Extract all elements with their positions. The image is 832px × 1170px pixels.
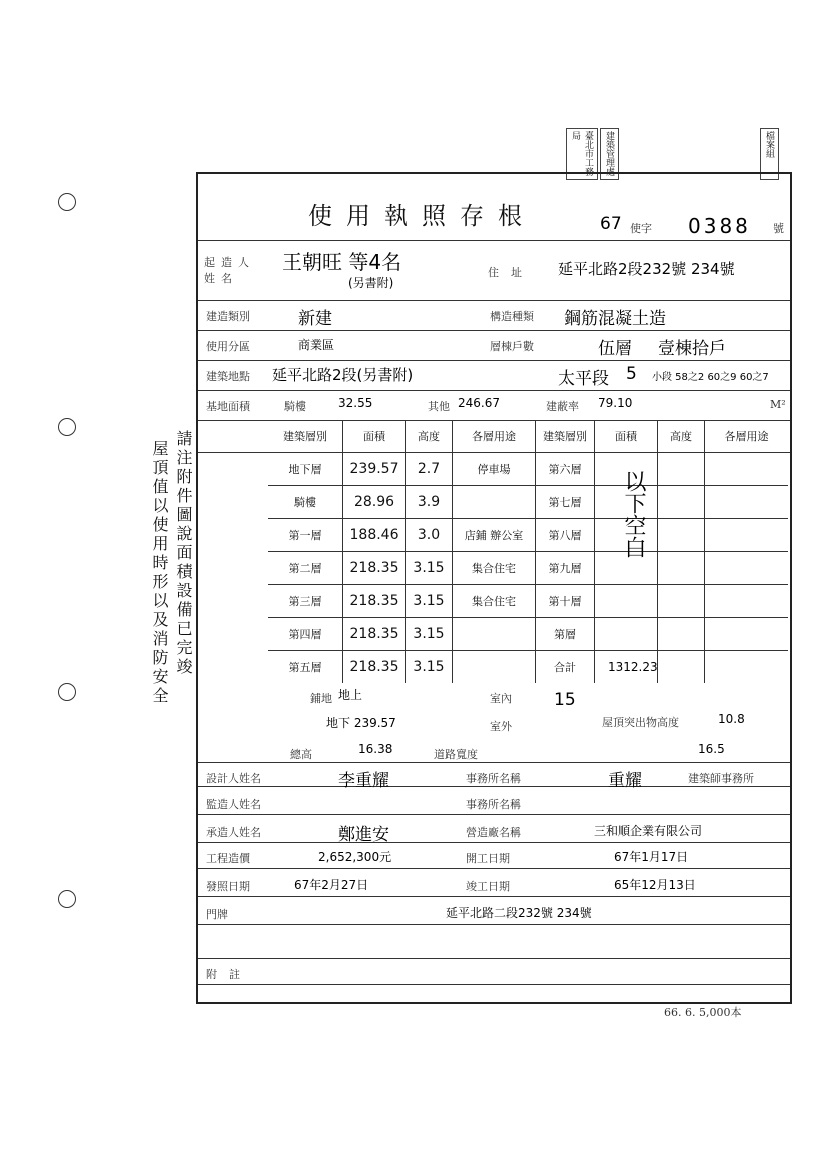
license-stub-form — [196, 172, 792, 1004]
other-area: 246.67 — [458, 396, 500, 410]
floor-height-right — [658, 650, 705, 683]
archive-stamp: 建築管理處 — [600, 128, 619, 180]
archive-stamp: 臺北市工務局 — [566, 128, 598, 180]
floor-height-right — [658, 551, 705, 584]
table-row — [268, 584, 788, 617]
site-value: 延平北路2段(另書附) — [272, 366, 414, 384]
contractor-company: 三和順企業有限公司 — [594, 824, 703, 838]
floor-name-right: 第六層 — [536, 452, 595, 485]
indoor-label: 室內 — [490, 692, 512, 705]
contractor-name: 鄭進安 — [338, 825, 389, 845]
floor-name: 第五層 — [268, 650, 343, 683]
floor-height: 3.15 — [406, 584, 453, 617]
header-cell: 面積 — [595, 420, 658, 452]
header-cell: 各層用途 — [453, 420, 536, 452]
header-cell: 高度 — [658, 420, 705, 452]
binder-hole — [58, 418, 76, 436]
floor-height: 3.15 — [406, 617, 453, 650]
outdoor-label: 室外 — [490, 720, 512, 733]
floors-header — [268, 420, 788, 452]
floor-area: 239.57 — [343, 452, 406, 485]
floors-table — [268, 420, 788, 683]
floor-name-right: 第層 — [536, 617, 595, 650]
table-row — [268, 617, 788, 650]
builder-name: 王朝旺 等4名 — [282, 250, 402, 274]
total-height: 16.38 — [358, 742, 393, 756]
parcel-value: 小段 58之2 60之9 60之7 — [652, 372, 769, 383]
floor-height: 3.9 — [406, 485, 453, 518]
table-row — [268, 452, 788, 485]
units-extra: 壹棟拾戶 — [658, 339, 726, 359]
floor-height: 3.15 — [406, 650, 453, 683]
floor-name-right: 第七層 — [536, 485, 595, 518]
structure-label: 構造種類 — [490, 310, 534, 323]
table-row — [268, 485, 788, 518]
pavement-1: 地上 — [338, 688, 363, 702]
floor-height: 3.15 — [406, 551, 453, 584]
floor-name: 地下層 — [268, 452, 343, 485]
floor-name-right: 第十層 — [536, 584, 595, 617]
floor-name-right: 第八層 — [536, 518, 595, 551]
start-value: 67年1月17日 — [614, 850, 689, 864]
designer-suffix: 建築師事務所 — [688, 772, 754, 785]
floor-use-right — [705, 584, 789, 617]
arcade-area: 32.55 — [338, 396, 373, 410]
floor-height: 3.0 — [406, 518, 453, 551]
start-label: 開工日期 — [466, 852, 510, 865]
coverage-label: 建蔽率 — [546, 400, 579, 413]
floor-height-right — [658, 485, 705, 518]
header-cell: 面積 — [343, 420, 406, 452]
footer-code: 66. 6. 5,000本 — [664, 1006, 742, 1019]
header-cell: 建築層別 — [536, 420, 595, 452]
floor-use — [453, 485, 536, 518]
floor-name: 第二層 — [268, 551, 343, 584]
binder-hole — [58, 193, 76, 211]
total-height-label: 總高 — [290, 748, 312, 761]
side-note-2: 請注附件圖說面積設備已完竣 — [174, 430, 193, 677]
floor-height: 2.7 — [406, 452, 453, 485]
line-label: 道路寬度 — [434, 748, 478, 761]
floor-area: 28.96 — [343, 485, 406, 518]
archive-stamp: 檔案組 — [760, 128, 779, 180]
pavement-2: 地下 239.57 — [326, 716, 396, 730]
area-unit: M² — [770, 398, 786, 411]
floor-area: 218.35 — [343, 584, 406, 617]
table-row — [268, 650, 788, 683]
house-no-label: 門牌 — [206, 908, 228, 921]
floor-use — [453, 617, 536, 650]
cost-value: 2,652,300元 — [318, 850, 392, 864]
house-no-value: 延平北路二段232號 234號 — [446, 906, 592, 920]
binder-hole — [58, 683, 76, 701]
floor-area: 188.46 — [343, 518, 406, 551]
form-number: 0388 — [688, 214, 751, 238]
floor-name-right: 第九層 — [536, 551, 595, 584]
floor-use-right — [705, 452, 789, 485]
remarks-label: 附註 — [206, 968, 252, 981]
floor-use: 集合住宅 — [453, 551, 536, 584]
done-label: 竣工日期 — [466, 880, 510, 893]
floor-use-right — [705, 485, 789, 518]
form-serial-label: 使字 — [630, 222, 652, 235]
use-label: 使用分區 — [206, 340, 250, 353]
floor-use — [453, 650, 536, 683]
use-value: 商業區 — [298, 338, 335, 352]
floor-area: 218.35 — [343, 650, 406, 683]
floor-height-right — [658, 617, 705, 650]
floor-height-right — [658, 584, 705, 617]
floor-use-right — [705, 551, 789, 584]
header-cell: 各層用途 — [724, 429, 769, 443]
area-label: 基地面積 — [206, 400, 250, 413]
clear-height: 10.8 — [718, 712, 745, 726]
site-label: 建築地點 — [206, 370, 250, 383]
type-value: 新建 — [298, 309, 332, 329]
district-no: 5 — [626, 364, 637, 384]
units-label: 層棟戶數 — [490, 340, 534, 353]
designer-label: 設計人姓名 — [206, 772, 261, 785]
structure-value: 鋼筋混凝土造 — [564, 309, 666, 329]
side-note: 屋頂值以使用時形以及消防安全 — [150, 440, 169, 706]
issue-label: 發照日期 — [206, 880, 250, 893]
floor-area-right — [595, 584, 658, 617]
binder-hole — [58, 890, 76, 908]
total-area: 1312.23 — [608, 660, 658, 674]
header-cell: 建築層別 — [268, 420, 343, 452]
floor-use-right — [705, 617, 789, 650]
designer-name: 李重耀 — [338, 771, 389, 791]
clear-height-label: 屋頂突出物高度 — [602, 716, 679, 729]
void-mark: 以下空白 — [621, 470, 646, 558]
supervisor-label: 監造人姓名 — [206, 798, 261, 811]
floor-use-right — [705, 650, 789, 683]
issue-value: 67年2月27日 — [294, 878, 369, 892]
contractor-label: 承造人姓名 — [206, 826, 261, 839]
floor-name: 第四層 — [268, 617, 343, 650]
floor-name-right: 合計 — [536, 650, 595, 683]
floor-height-right — [658, 518, 705, 551]
floor-height-right — [658, 452, 705, 485]
cost-label: 工程造價 — [206, 852, 250, 865]
designer-office-label: 事務所名稱 — [466, 772, 521, 785]
floor-use: 集合住宅 — [453, 584, 536, 617]
outdoor-value: 15 — [554, 690, 576, 710]
type-label: 建造類別 — [206, 310, 250, 323]
floor-area: 218.35 — [343, 551, 406, 584]
floor-use-right — [705, 518, 789, 551]
pavement-label: 鋪地 — [310, 692, 332, 705]
floor-name: 第三層 — [268, 584, 343, 617]
floor-area-right — [595, 617, 658, 650]
floor-use: 停車場 — [453, 452, 536, 485]
address-value: 延平北路2段232號 234號 — [558, 260, 735, 278]
district-prefix: 太平段 — [558, 369, 609, 389]
form-number-suffix: 號 — [773, 222, 784, 235]
other-label: 其他 — [428, 400, 450, 413]
address-label: 住址 — [488, 266, 534, 279]
designer-office: 重耀 — [608, 771, 642, 791]
form-year: 67 — [600, 214, 622, 234]
done-value: 65年12月13日 — [614, 878, 696, 892]
units-value: 伍層 — [598, 339, 632, 359]
arcade-label: 騎樓 — [284, 400, 306, 413]
line-value: 16.5 — [698, 742, 725, 756]
supervisor-office-label: 事務所名稱 — [466, 798, 521, 811]
header-cell: 高度 — [406, 420, 453, 452]
table-row — [268, 551, 788, 584]
floor-name: 第一層 — [268, 518, 343, 551]
floor-area: 218.35 — [343, 617, 406, 650]
builder-label: 起造人姓名 — [204, 256, 255, 285]
builder-note: (另書附) — [348, 276, 394, 290]
form-title: 使用執照存根 — [308, 202, 536, 230]
table-row — [268, 518, 788, 551]
coverage-value: 79.10 — [598, 396, 633, 410]
floor-name: 騎樓 — [268, 485, 343, 518]
floor-use: 店鋪 辦公室 — [453, 518, 536, 551]
contractor-company-label: 營造廠名稱 — [466, 826, 521, 839]
